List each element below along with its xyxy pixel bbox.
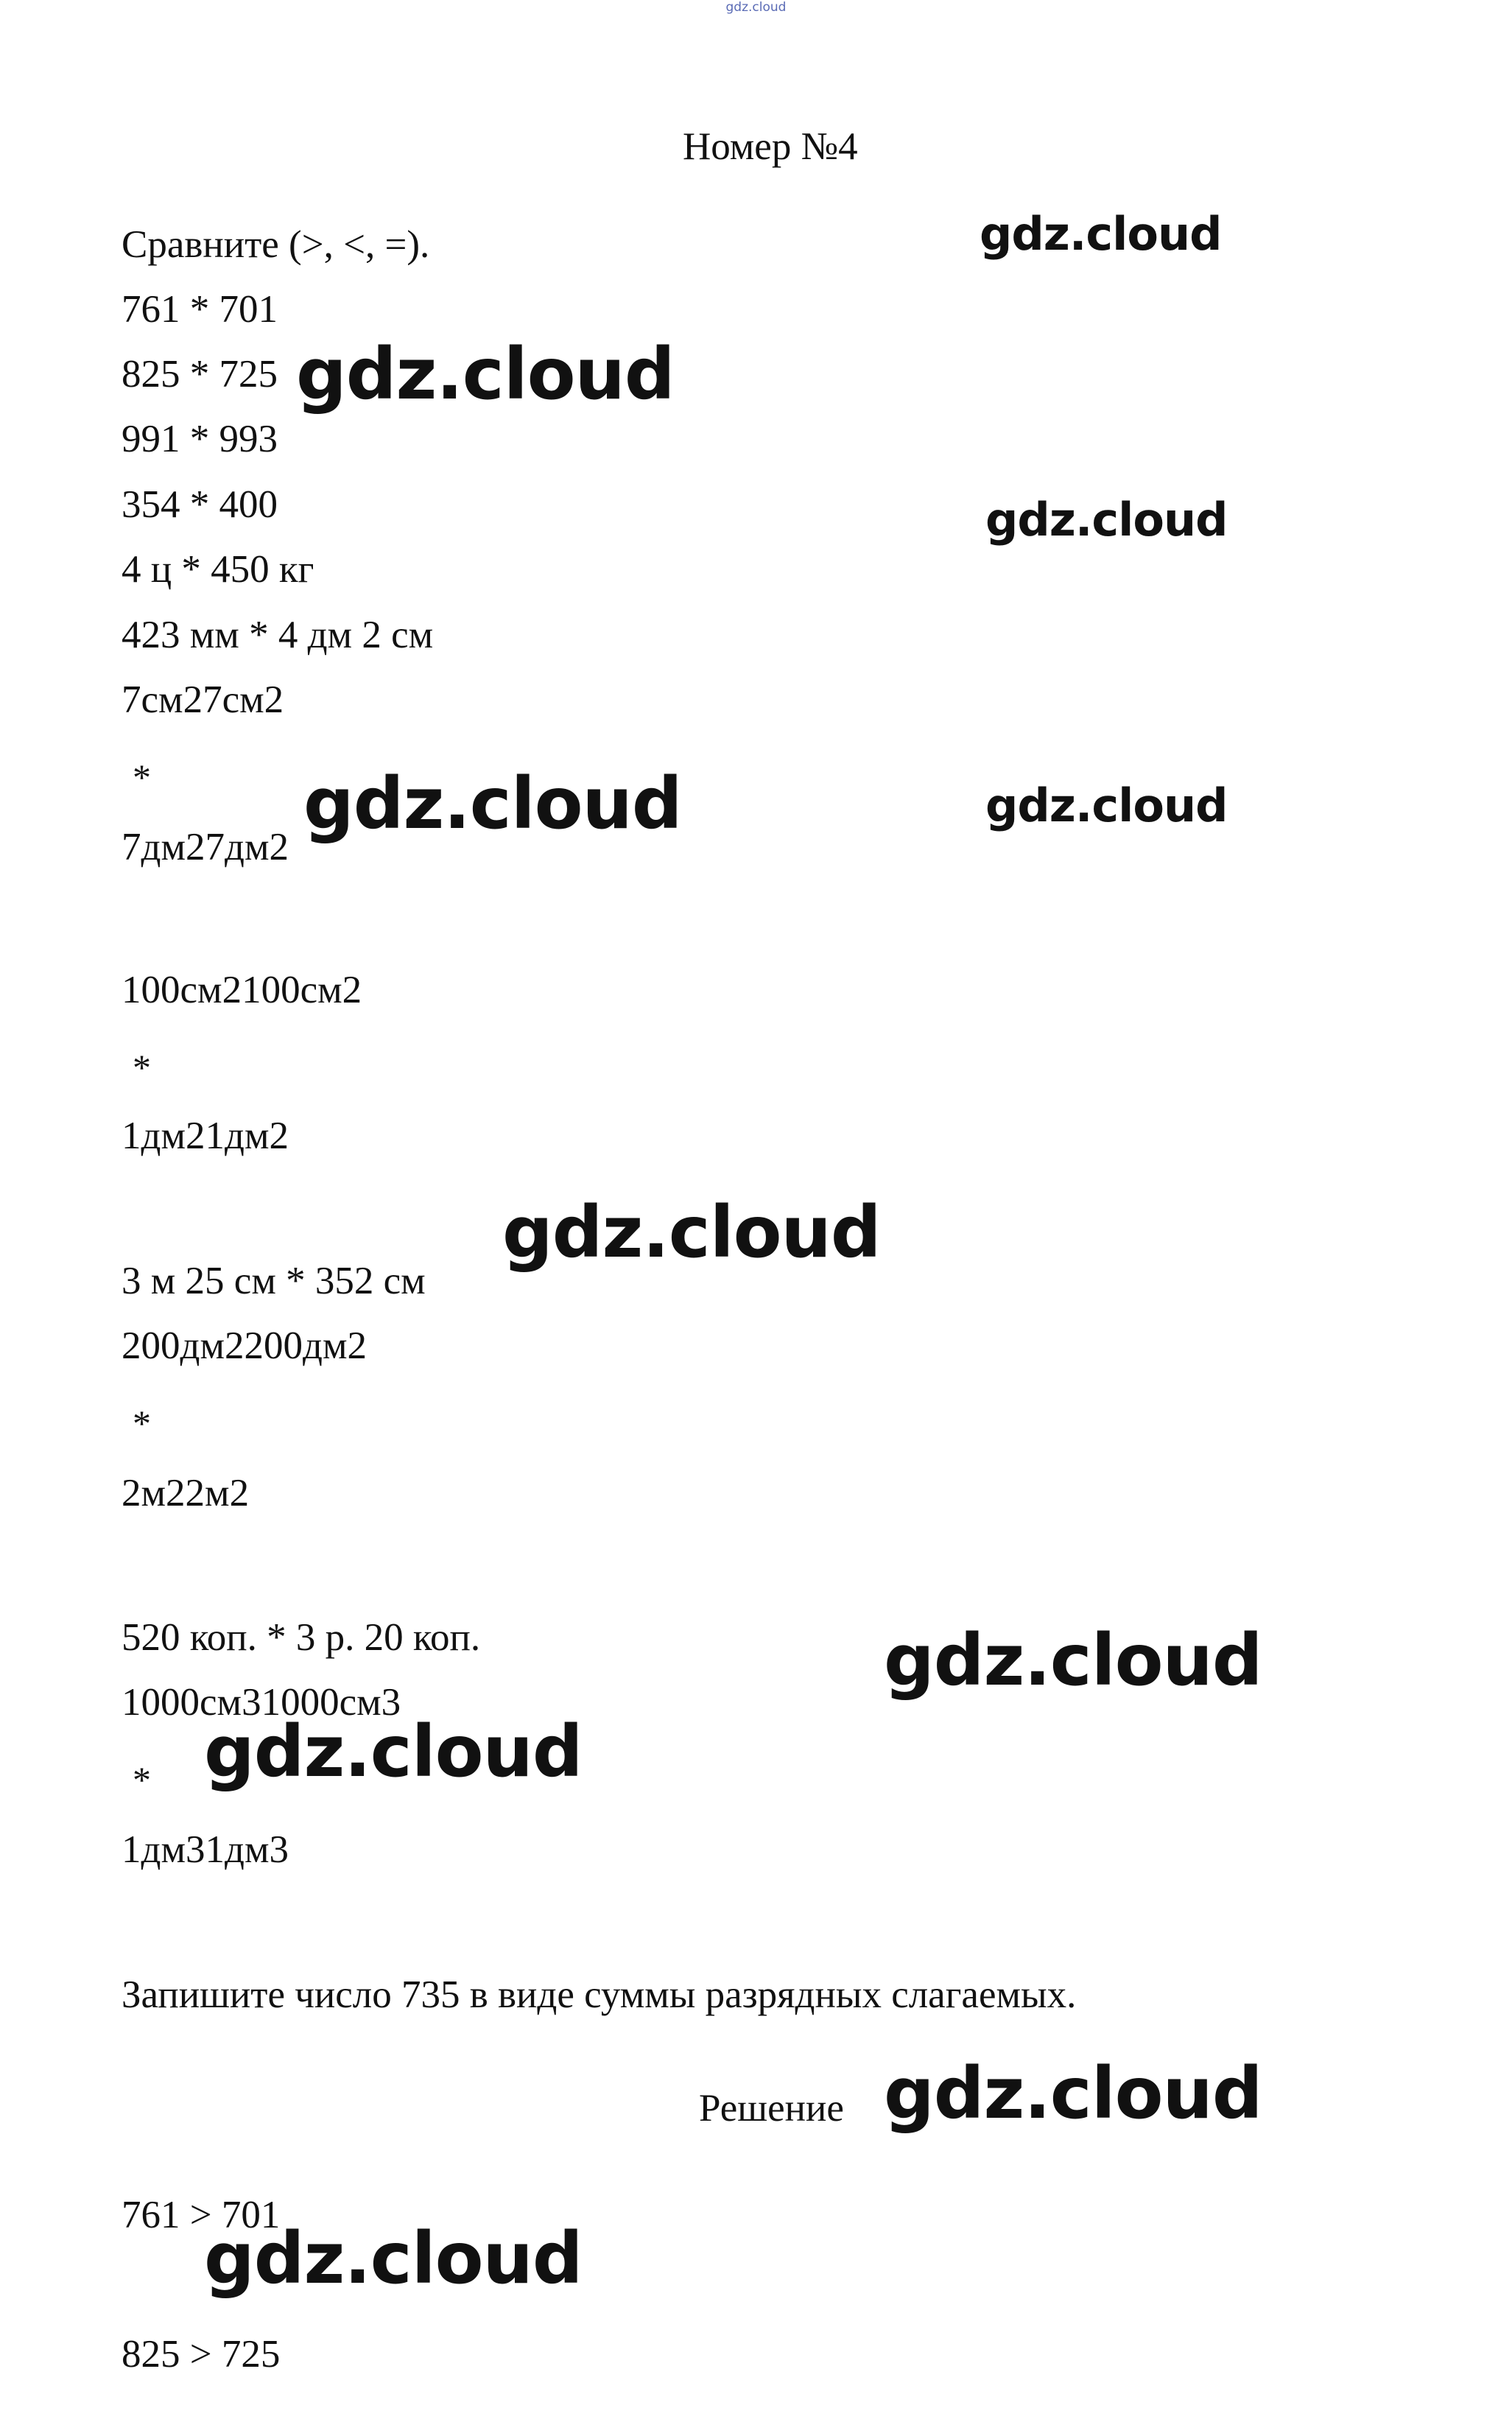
comparison-line: 761 * 701 <box>122 288 278 331</box>
watermark: gdz.cloud <box>980 207 1222 261</box>
comparison-line: 423 мм * 4 дм 2 см <box>122 614 434 656</box>
task-second-instruction: Запишите число 735 в виде суммы разрядных слагаемых. <box>122 1973 1077 2016</box>
watermark: gdz.cloud <box>204 2217 583 2300</box>
comparison-line: 1000см31000см3 <box>122 1681 401 1724</box>
solution-line: 761 > 701 <box>122 2194 281 2236</box>
site-mark: gdz.cloud <box>725 0 787 15</box>
comparison-star: * <box>133 757 151 798</box>
watermark: gdz.cloud <box>303 762 682 845</box>
comparison-line: 2м22м2 <box>122 1472 250 1514</box>
watermark: gdz.cloud <box>985 493 1228 547</box>
comparison-line: 4 ц * 450 кг <box>122 548 314 591</box>
comparison-line: 7см27см2 <box>122 678 284 721</box>
comparison-line: 991 * 993 <box>122 418 278 460</box>
watermark: gdz.cloud <box>884 2052 1262 2135</box>
comparison-line: 7дм27дм2 <box>122 826 289 868</box>
watermark: gdz.cloud <box>204 1710 583 1793</box>
watermark: gdz.cloud <box>502 1191 881 1274</box>
solution-line: 825 > 725 <box>122 2333 281 2376</box>
watermark: gdz.cloud <box>884 1619 1262 1702</box>
comparison-line: 520 коп. * 3 р. 20 коп. <box>122 1616 481 1659</box>
page-title: Номер №4 <box>683 125 858 168</box>
comparison-line: 200дм2200дм2 <box>122 1324 368 1367</box>
solution-heading: Решение <box>699 2087 844 2130</box>
comparison-star: * <box>133 1047 151 1088</box>
watermark: gdz.cloud <box>296 333 675 415</box>
comparison-line: 354 * 400 <box>122 483 278 526</box>
comparison-star: * <box>133 1403 151 1444</box>
comparison-star: * <box>133 1759 151 1800</box>
comparison-line: 825 * 725 <box>122 353 278 396</box>
comparison-line: 1дм21дм2 <box>122 1115 289 1157</box>
comparison-line: 3 м 25 см * 352 см <box>122 1260 426 1302</box>
task-instruction: Сравните (>, <, =). <box>122 223 430 266</box>
comparison-line: 1дм31дм3 <box>122 1828 289 1871</box>
comparison-line: 100см2100см2 <box>122 969 362 1011</box>
watermark: gdz.cloud <box>985 779 1228 832</box>
